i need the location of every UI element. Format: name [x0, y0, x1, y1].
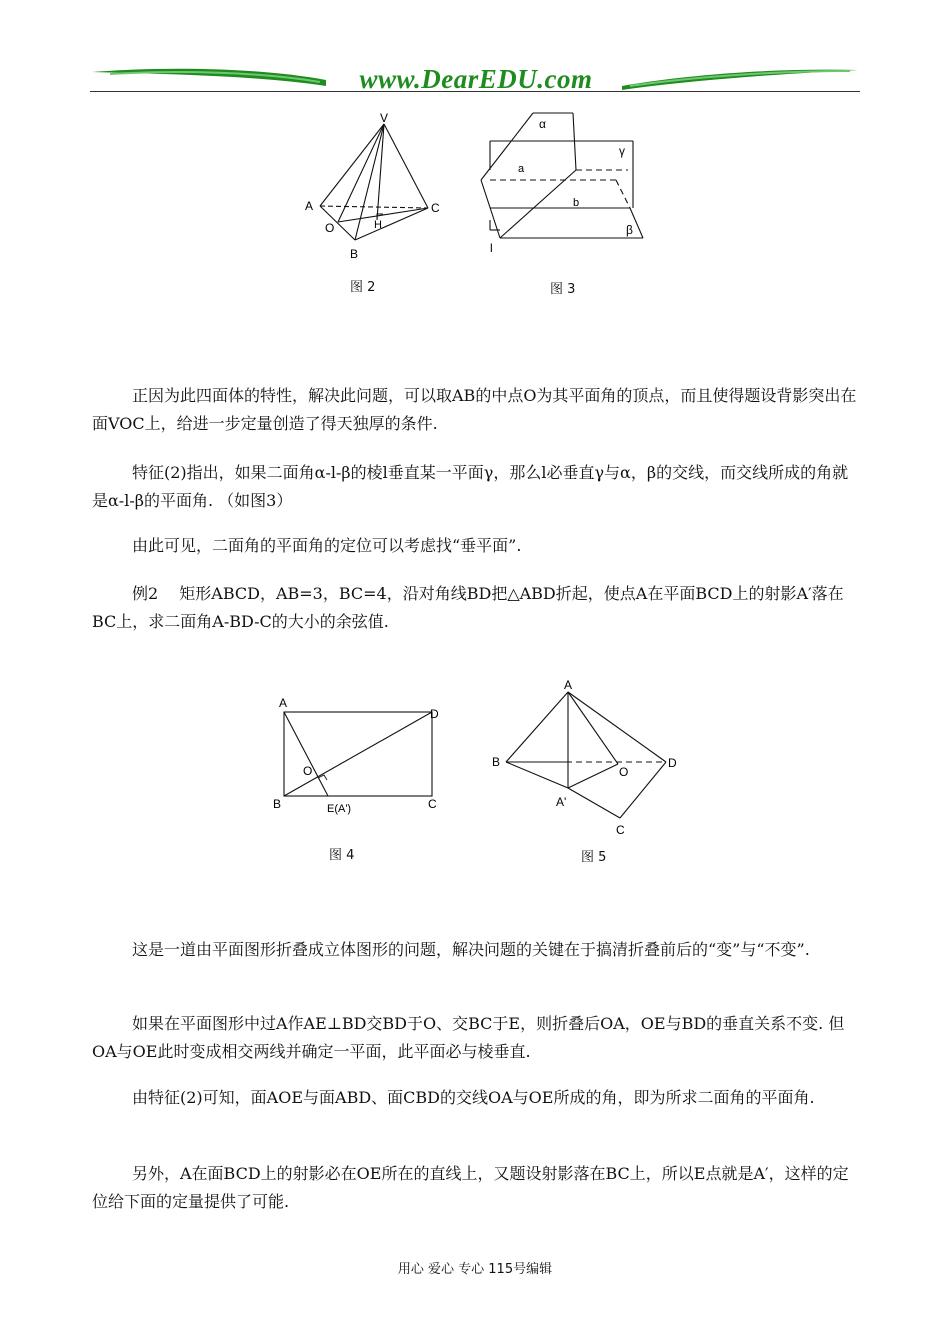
- fig4-label-C: C: [428, 797, 437, 811]
- fig5-label-B: B: [492, 755, 501, 769]
- paragraph-2: 特征(2)指出，如果二面角α-l-β的棱l垂直某一平面γ，那么l必垂直γ与α，β的交线，而交线所成的角就是α-l-β的平面角. （如图3）: [92, 463, 849, 510]
- fig5-label-C: C: [616, 823, 625, 837]
- figure-2-tetrahedron: [298, 108, 458, 272]
- paragraph-7: 由特征(2)可知，面AOE与面ABD、面CBD的交线OA与OE所成的角，即为所求二面角的平面角.: [132, 1088, 815, 1107]
- fig2-label-O: O: [325, 221, 335, 235]
- fig2-label-H: H: [374, 219, 382, 231]
- figure-5-folded: [488, 672, 688, 846]
- fig2-label-A: A: [305, 199, 314, 213]
- figure-3-caption: 图 3: [550, 282, 576, 297]
- fig4-label-E: E(A'): [327, 803, 352, 815]
- paragraph-6: 如果在平面图形中过A作AE⊥BD交BD于O、交BC于E，则折叠后OA，OE与BD的垂直关系不变. 但OA与OE此时变成相交两线并确定一平面，此平面必与棱垂直.: [92, 1014, 845, 1061]
- fig2-label-C: C: [431, 201, 440, 215]
- fig3-label-b: b: [573, 197, 580, 209]
- paragraph-3: 由此可见，二面角的平面角的定位可以考虑找“垂平面”.: [132, 536, 522, 555]
- fig4-label-O: O: [303, 764, 313, 778]
- figure-4-caption: 图 4: [329, 848, 355, 863]
- fig3-label-l: l: [490, 241, 493, 255]
- fig2-label-V: V: [380, 111, 389, 125]
- fig4-label-B: B: [273, 797, 282, 811]
- fig3-label-alpha: α: [539, 117, 546, 131]
- fig3-label-gamma: γ: [619, 144, 625, 158]
- figure-5-caption: 图 5: [581, 850, 607, 865]
- fig2-label-B: B: [350, 247, 359, 261]
- fig4-label-D: D: [430, 707, 439, 721]
- figure-2-caption: 图 2: [350, 280, 376, 295]
- page-footer: 用心 爱心 专心 115号编辑: [397, 1262, 553, 1277]
- fig5-label-D: D: [668, 756, 677, 770]
- fig5-label-A: A: [564, 678, 573, 692]
- paragraph-8: 另外，A在面BCD上的射影必在OE所在的直线上，又题设射影落在BC上，所以E点就是A′，这样的定位给下面的定量提供了可能.: [92, 1164, 849, 1211]
- figure-4-rectangle: [270, 690, 455, 826]
- fig3-label-a: a: [518, 163, 525, 175]
- paragraph-4: 例2 矩形ABCD，AB=3，BC=4，沿对角线BD把△ABD折起，使点A在平面BCD上的射影A′落在BC上，求二面角A-BD-C的大小的余弦值.: [92, 584, 844, 631]
- fig3-label-beta: β: [626, 223, 633, 237]
- paragraph-5: 这是一道由平面图形折叠成立体图形的问题，解决问题的关键在于搞清折叠前后的“变”与“不变”.: [132, 940, 810, 959]
- fig4-label-A: A: [279, 696, 288, 710]
- fig5-label-O: O: [619, 765, 629, 779]
- paragraph-1: 正因为此四面体的特性，解决此问题，可以取AB的中点O为其平面角的顶点，而且使得题设背影突出在面VOC上，给进一步定量创造了得天独厚的条件.: [92, 386, 857, 433]
- header-divider: [90, 91, 860, 92]
- site-name: www.DearEDU.com: [359, 64, 593, 94]
- fig5-label-A-prime: A': [556, 795, 567, 809]
- figure-3-planes: [478, 108, 658, 262]
